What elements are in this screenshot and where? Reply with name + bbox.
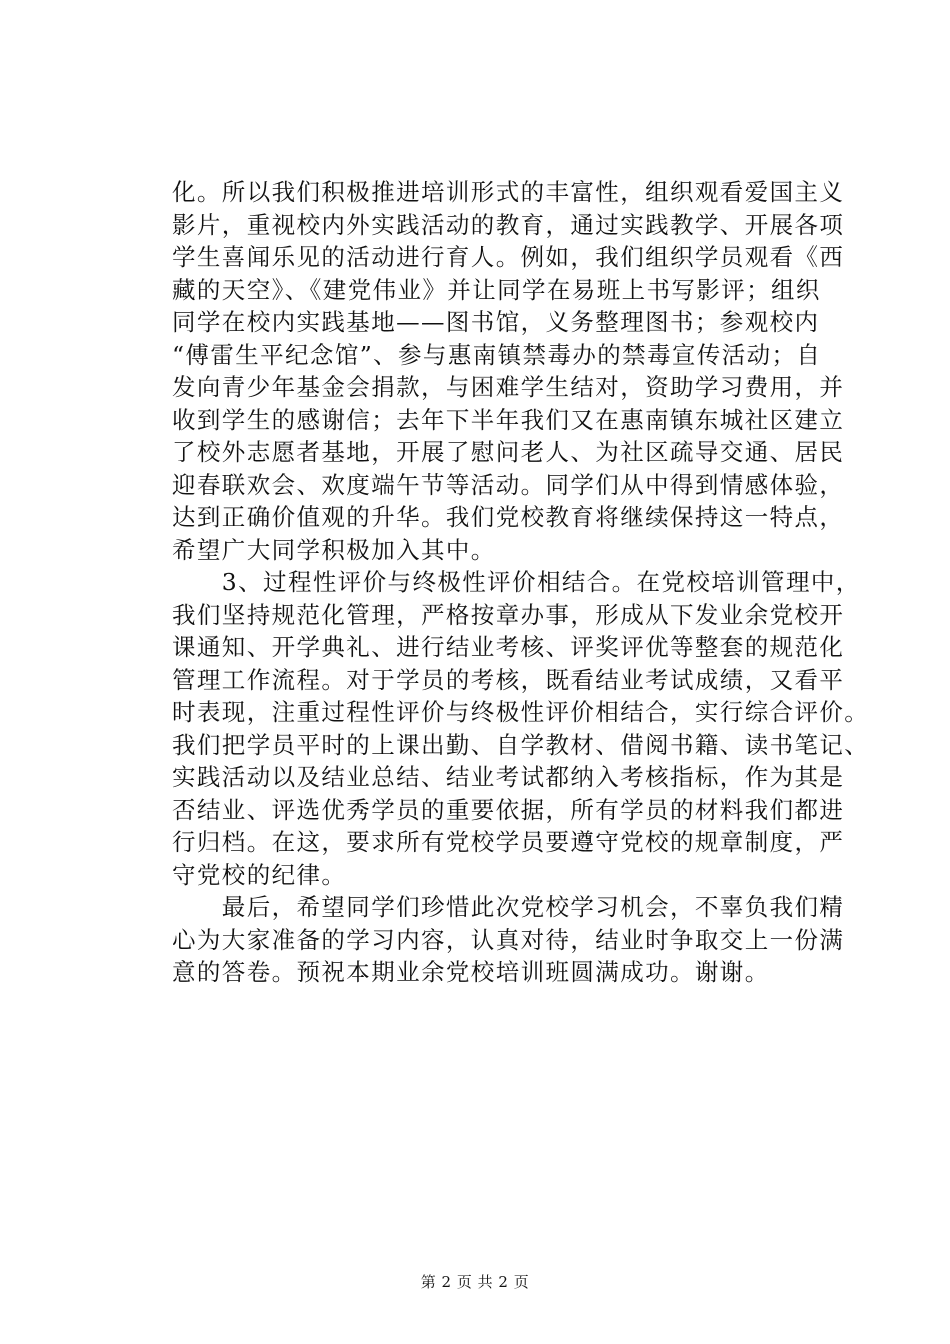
text-line: 课通知、开学典礼、进行结业考核、评奖评优等整套的规范化 [172,633,845,661]
text-line: 实践活动以及结业总结、结业考试都纳入考核指标，作为其是 [172,763,845,791]
text-line: 希望广大同学积极加入其中。 [172,535,496,564]
text-line: 达到正确价值观的升华。我们党校教育将继续保持这一特点， [172,503,845,531]
text-line: 影片，重视校内外实践活动的教育，通过实践教学、开展各项 [172,210,845,239]
text-line: 收到学生的感谢信；去年下半年我们又在惠南镇东城社区建立 [172,405,845,434]
text-line: 行归档。在这，要求所有党校学员要遵守党校的规章制度，严 [172,828,845,856]
text-line: 迎春联欢会、欢度端午节等活动。同学们从中得到情感体验， [172,470,845,499]
text-line: “傅雷生平纪念馆”、参与惠南镇禁毒办的禁毒宣传活动；自 [172,340,822,369]
text-line: 学生喜闻乐见的活动进行育人。例如，我们组织学员观看《西 [172,243,845,271]
text-line: 3、过程性评价与终极性评价相结合。在党校培训管理中， [172,568,861,596]
page-footer: 第 2 页 共 2 页 [420,1273,530,1291]
text-line: 守党校的纪律。 [172,860,347,889]
text-line: 最后，希望同学们珍惜此次党校学习机会，不辜负我们精 [172,893,845,921]
text-line: 心为大家准备的学习内容，认真对待，结业时争取交上一份满 [172,925,845,954]
body-text [172,176,870,989]
text-line: 藏的天空》、《建党伟业》并让同学在易班上书写影评；组织 [172,275,821,304]
text-line: 意的答卷。预祝本期业余党校培训班圆满成功。谢谢。 [172,958,770,986]
text-line: 同学在校内实践基地——图书馆，义务整理图书；参观校内 [172,308,820,336]
text-line: 了校外志愿者基地，开展了慰问老人、为社区疏导交通、居民 [172,438,845,466]
text-line: 发向青少年基金会捐款，与困难学生结对，资助学习费用，并 [172,373,845,401]
text-line: 我们把学员平时的上课出勤、自学教材、借阅书籍、读书笔记、 [172,730,870,759]
text-line: 否结业、评选优秀学员的重要依据，所有学员的材料我们都进 [172,795,845,824]
text-line: 时表现，注重过程性评价与终极性评价相结合，实行综合评价。 [172,698,870,726]
text-line: 管理工作流程。对于学员的考核，既看结业考试成绩，又看平 [172,665,845,694]
text-line: 化。所以我们积极推进培训形式的丰富性，组织观看爱国主义 [172,178,845,206]
text-line: 我们坚持规范化管理，严格按章办事，形成从下发业余党校开 [172,600,845,629]
